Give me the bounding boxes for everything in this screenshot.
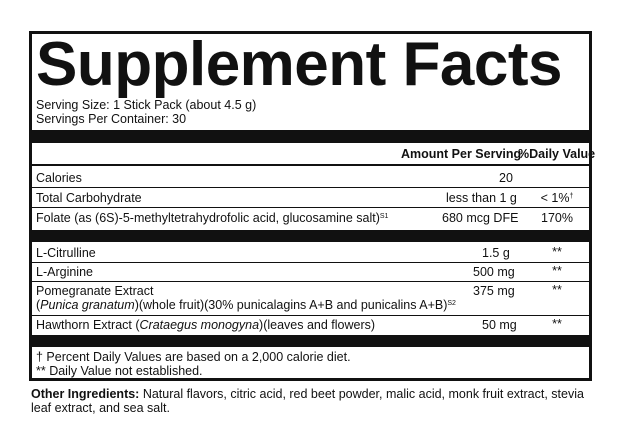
header-rule <box>32 164 589 166</box>
footnote-daily-values: † Percent Daily Values are based on a 2,000 calorie diet. <box>36 350 351 364</box>
ingredient-name: Hawthorn Extract (Crataegus monogyna)(leaves and flowers) <box>36 318 376 332</box>
ingredient-name: L-Citrulline <box>36 246 96 260</box>
thick-divider <box>32 335 589 347</box>
row-rule <box>32 281 589 282</box>
ingredient-amount: 1.5 g <box>482 246 510 260</box>
nutrient-amount: 20 <box>499 171 513 185</box>
nutrient-amount: 680 mcg DFE <box>442 211 519 225</box>
row-rule <box>32 187 589 188</box>
serving-size: Serving Size: 1 Stick Pack (about 4.5 g) <box>36 98 257 112</box>
ingredient-dv: ** <box>552 283 562 297</box>
footnote-not-established: ** Daily Value not established. <box>36 364 203 378</box>
ingredient-amount: 375 mg <box>473 284 515 298</box>
thick-divider <box>32 230 589 242</box>
servings-per-container: Servings Per Container: 30 <box>36 112 187 126</box>
ingredient-dv: ** <box>552 245 562 259</box>
other-ingredients-label: Other Ingredients: <box>31 387 140 401</box>
nutrient-name: Folate (as (6S)-5-methyltetrahydrofolic acid, glucosamine salt)$^{S1}$ <box>36 211 389 225</box>
row-rule <box>32 207 589 208</box>
nutrient-name: Total Carbohydrate <box>36 191 142 205</box>
row-rule <box>32 315 589 316</box>
other-ingredients <box>31 387 596 415</box>
ingredient-amount: 50 mg <box>482 318 517 332</box>
ingredient-name: Pomegranate Extract <box>36 284 154 298</box>
ingredient-dv: ** <box>552 264 562 278</box>
nutrient-dv: 170% <box>541 211 573 225</box>
nutrient-dv: < 1%† <box>540 191 574 205</box>
other-ingredients-text: Natural flavors, citric acid, red beet powder, malic acid, monk fruit extract, stevia leaf extract, and sea salt. <box>31 387 584 415</box>
ingredient-amount: 500 mg <box>473 265 515 279</box>
daily-value-header: %Daily Value <box>518 147 596 161</box>
ingredient-dv: ** <box>552 317 562 331</box>
nutrient-name: Calories <box>36 171 82 185</box>
panel-title: Supplement Facts <box>36 30 562 99</box>
ingredient-detail: (Punica granatum)(whole fruit)(30% punicalagins A+B and punicalins A+B)$^{S2}$ <box>36 298 456 312</box>
row-rule <box>32 262 589 263</box>
ingredient-name: L-Arginine <box>36 265 93 279</box>
supplement-facts-panel <box>29 30 596 381</box>
thick-divider <box>32 130 589 143</box>
nutrient-amount: less than 1 g <box>446 191 517 205</box>
amount-per-serving-header: Amount Per Serving <box>401 147 522 161</box>
